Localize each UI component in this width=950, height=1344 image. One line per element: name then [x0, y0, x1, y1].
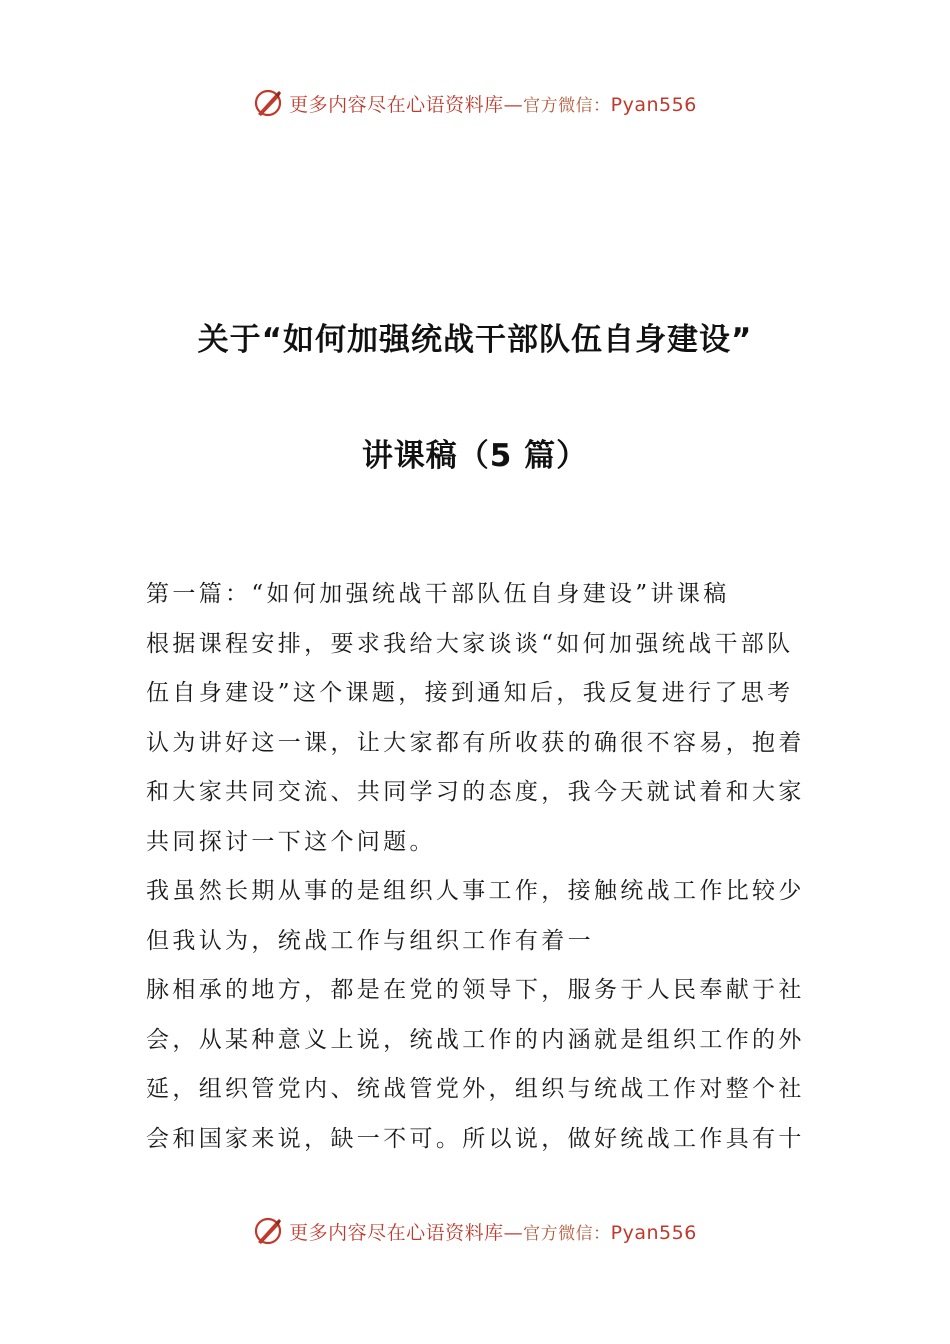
header-banner-text: 更多内容尽在心语资料库—官方微信：Pyan556: [289, 93, 697, 116]
body-line: 但我认为，统战工作与组织工作有着一: [146, 927, 594, 954]
body-line: 脉相承的地方，都是在党的领导下，服务于人民奉献于社: [146, 977, 805, 1003]
body-line: 延，组织管党内、统战管党外，组织与统战工作对整个社: [146, 1076, 805, 1102]
body-line: 会和国家来说，缺一不可。所以说，做好统战工作具有十: [146, 1125, 805, 1152]
body-line: 和大家共同交流、共同学习的态度，我今天就试着和大家: [146, 779, 805, 805]
footer-banner: [0, 1211, 950, 1251]
document-title-line-2: 讲课稿（5 篇）: [361, 438, 589, 474]
body-line: 伍自身建设”这个课题，接到通知后，我反复进行了思考: [146, 680, 794, 706]
body-line: 第一篇：“如何加强统战干部队伍自身建设”讲课稿: [146, 581, 730, 607]
body-line: 根据课程安排，要求我给大家谈谈“如何加强统战干部队: [146, 630, 794, 657]
document-title-line-1: 关于“如何加强统战干部队伍自身建设”: [197, 322, 753, 358]
body-line: 会，从某种意义上说，统战工作的内涵就是组织工作的外: [146, 1026, 805, 1053]
pen-logo-icon: [253, 88, 283, 118]
pen-logo-icon: [253, 1216, 283, 1246]
header-banner: [0, 83, 950, 123]
footer-banner-text: 更多内容尽在心语资料库—官方微信：Pyan556: [289, 1221, 697, 1244]
body-line: 认为讲好这一课，让大家都有所收获的确很不容易，抱着: [146, 729, 805, 756]
body-line: 我虽然长期从事的是组织人事工作，接触统战工作比较少: [146, 878, 805, 904]
document-body: [146, 570, 806, 1164]
body-line: 共同探讨一下这个问题。: [146, 828, 436, 855]
